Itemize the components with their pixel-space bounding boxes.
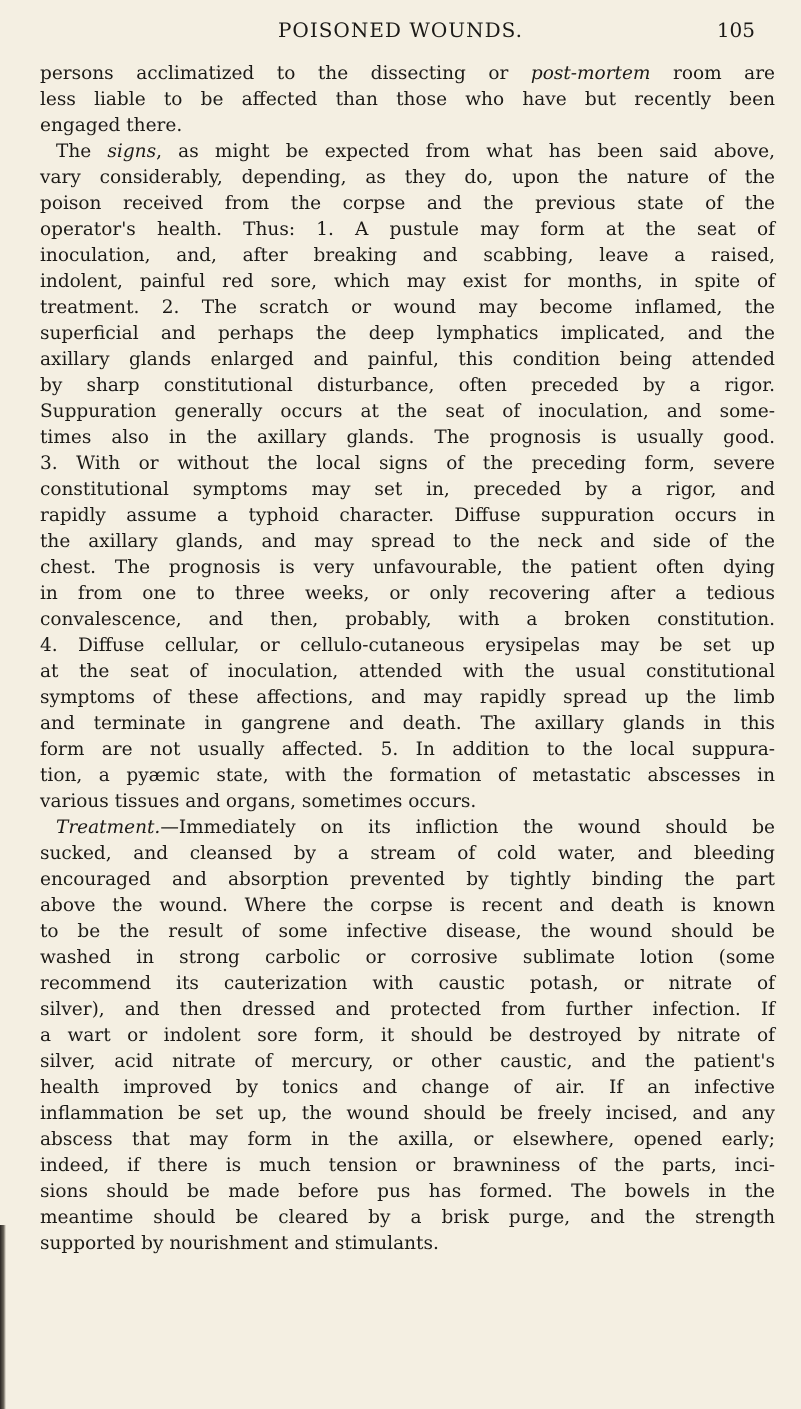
text-line: chest. The prognosis is very unfavourable, the patient often dying	[40, 557, 775, 578]
text-line: vary considerably, depending, as they do, upon the nature of the	[40, 167, 775, 188]
text-line: inflammation be set up, the wound should be freely incised, and any	[40, 1103, 775, 1124]
text-line: engaged there.	[40, 115, 183, 136]
page-edge-shadow	[0, 1225, 6, 1409]
text-line: silver), and then dressed and protected from further infection. If	[40, 999, 775, 1020]
text-line: treatment. 2. The scratch or wound may become inflamed, the	[40, 297, 775, 318]
text-line: 3. With or without the local signs of the preceding form, severe	[40, 453, 775, 474]
text-line: encouraged and absorption prevented by tightly binding the part	[40, 869, 775, 890]
text-line: washed in strong carbolic or corrosive sublimate lotion (some	[40, 947, 775, 968]
text-line: at the seat of inoculation, attended with the usual constitutional	[40, 661, 775, 682]
page-header	[40, 18, 761, 50]
text-line: sions should be made before pus has formed. The bowels in the	[40, 1181, 775, 1202]
text-line: to be the result of some infective disease, the wound should be	[40, 921, 775, 942]
text-line: silver, acid nitrate of mercury, or other caustic, and the patient's	[40, 1051, 775, 1072]
text-line: various tissues and organs, sometimes occurs.	[40, 791, 477, 812]
body-text	[40, 61, 775, 1257]
text-line: by sharp constitutional disturbance, often preceded by a rigor.	[40, 375, 775, 396]
text-line: times also in the axillary glands. The prognosis is usually good.	[40, 427, 775, 448]
text-line: the axillary glands, and may spread to the neck and side of the	[40, 531, 775, 552]
text-line: indeed, if there is much tension or brawniness of the parts, inci-	[40, 1155, 775, 1176]
text-line: The signs, as might be expected from what has been said above,	[56, 141, 775, 162]
text-line: above the wound. Where the corpse is recent and death is known	[40, 895, 775, 916]
text-line: indolent, painful red sore, which may exist for months, in spite of	[40, 271, 775, 292]
text-line: form are not usually affected. 5. In addition to the local suppura-	[40, 739, 775, 760]
text-line: superficial and perhaps the deep lymphatics implicated, and the	[40, 323, 775, 344]
text-line: tion, a pyæmic state, with the formation of metastatic abscesses in	[40, 765, 775, 786]
text-line: a wart or indolent sore form, it should be destroyed by nitrate of	[40, 1025, 775, 1046]
running-title: POISONED WOUNDS.	[277, 18, 524, 42]
text-line: and terminate in gangrene and death. The axillary glands in this	[40, 713, 775, 734]
text-line: recommend its cauterization with caustic potash, or nitrate of	[40, 973, 775, 994]
text-line: operator's health. Thus: 1. A pustule may form at the seat of	[40, 219, 775, 240]
text-line: in from one to three weeks, or only recovering after a tedious	[40, 583, 775, 604]
text-line: symptoms of these affections, and may rapidly spread up the limb	[40, 687, 775, 708]
text-line: 4. Diffuse cellular, or cellulo-cutaneous erysipelas may be set up	[40, 635, 775, 656]
text-line: inoculation, and, after breaking and scabbing, leave a raised,	[40, 245, 775, 266]
text-line: poison received from the corpse and the previous state of the	[40, 193, 775, 214]
text-line: axillary glands enlarged and painful, this condition being attended	[40, 349, 775, 370]
page-number: 105	[716, 18, 755, 42]
text-line: sucked, and cleansed by a stream of cold water, and bleeding	[40, 843, 775, 864]
text-line: constitutional symptoms may set in, preceded by a rigor, and	[40, 479, 775, 500]
text-line: less liable to be affected than those who have but recently been	[40, 89, 775, 110]
text-line: meantime should be cleared by a brisk purge, and the strength	[40, 1207, 775, 1228]
text-line: persons acclimatized to the dissecting or post-mortem room are	[40, 63, 775, 84]
text-line: abscess that may form in the axilla, or elsewhere, opened early;	[40, 1129, 775, 1150]
text-line: supported by nourishment and stimulants.	[40, 1233, 439, 1254]
text-line: health improved by tonics and change of air. If an infective	[40, 1077, 775, 1098]
text-line: Treatment.—Immediately on its infliction the wound should be	[56, 817, 775, 838]
text-line: Suppuration generally occurs at the seat of inoculation, and some-	[40, 401, 775, 422]
text-line: rapidly assume a typhoid character. Diffuse suppuration occurs in	[40, 505, 775, 526]
text-line: convalescence, and then, probably, with a broken constitution.	[40, 609, 775, 630]
